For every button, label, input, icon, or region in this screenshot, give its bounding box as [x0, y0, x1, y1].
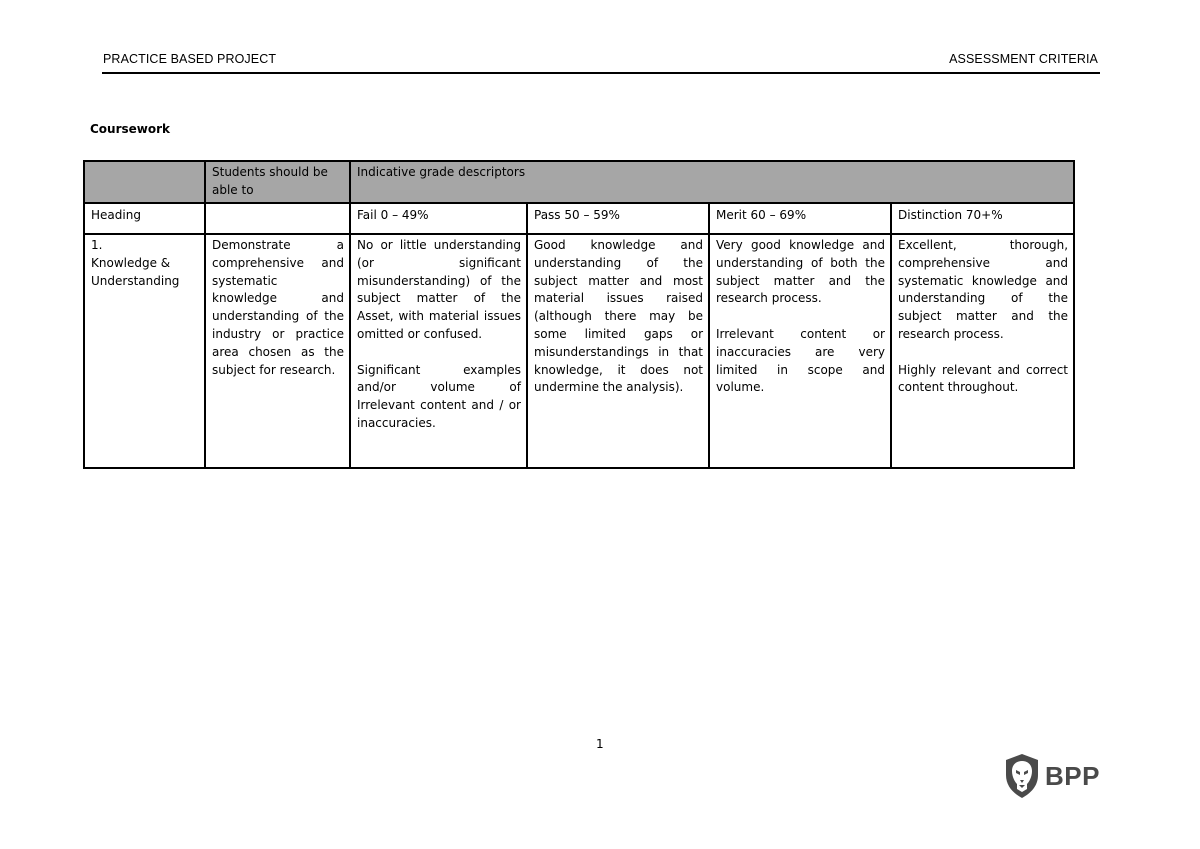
heading-number: 1.	[91, 238, 103, 252]
distinction-cell	[891, 234, 1074, 468]
merit-text-2: Irrelevant content or inaccuracies are very limited in scope and volume.	[716, 326, 885, 395]
page-number: 1	[596, 737, 604, 751]
students-cell	[205, 234, 350, 468]
heading-column-header: Heading	[84, 203, 205, 234]
heading-cell	[84, 234, 205, 468]
distinction-column-header: Distinction 70+%	[891, 203, 1074, 234]
lion-shield-icon	[1003, 753, 1041, 799]
fail-column-header: Fail 0 – 49%	[350, 203, 527, 234]
students-should-be-able-to-header: Students should be able to	[205, 161, 350, 203]
bpp-logo	[1003, 753, 1100, 799]
assessment-criteria-table	[83, 160, 1075, 469]
fail-cell	[350, 234, 527, 468]
table-row-knowledge	[84, 234, 1074, 468]
fail-text-1: No or little understanding (or significant misunderstanding) of the subject matter of the Asset, with material issues omitted or confused.	[357, 238, 521, 341]
table-row-headers	[84, 203, 1074, 234]
header-right-title: ASSESSMENT CRITERIA	[949, 52, 1098, 66]
pass-text-1: Good knowledge and understanding of the subject matter and most material issues raised (although there may be some limited gaps or misunderstandings in that knowledge, it does not undermine the analysis).	[534, 238, 703, 395]
fail-text-2: Significant examples and/or volume of Irrelevant content and / or inaccuracies.	[357, 362, 521, 430]
distinction-text-1: Excellent, thorough, comprehensive and systematic knowledge and understanding of the subject matter and the research process.	[898, 238, 1069, 341]
pass-cell	[527, 234, 709, 468]
students-text: Demonstrate a comprehensive and systematic knowledge and understanding of the industry or practice area chosen as the subject for research.	[212, 238, 344, 377]
distinction-text-2: Highly relevant and correct content throughout.	[898, 362, 1069, 395]
bpp-logo-text: BPP	[1045, 760, 1100, 791]
heading-text: Knowledge & Understanding	[91, 255, 180, 288]
header-rule	[102, 72, 1100, 74]
merit-text-1: Very good knowledge and understanding of both the subject matter and the research process.	[716, 238, 885, 306]
empty-column-header	[205, 203, 350, 234]
section-title: Coursework	[90, 122, 171, 136]
top-cell-empty	[84, 161, 205, 203]
merit-cell	[709, 234, 891, 468]
pass-column-header: Pass 50 – 59%	[527, 203, 709, 234]
table-row-top	[84, 161, 1074, 203]
header-left-title: PRACTICE BASED PROJECT	[103, 52, 277, 66]
merit-column-header: Merit 60 – 69%	[709, 203, 891, 234]
indicative-grade-descriptors-header: Indicative grade descriptors	[350, 161, 1074, 203]
